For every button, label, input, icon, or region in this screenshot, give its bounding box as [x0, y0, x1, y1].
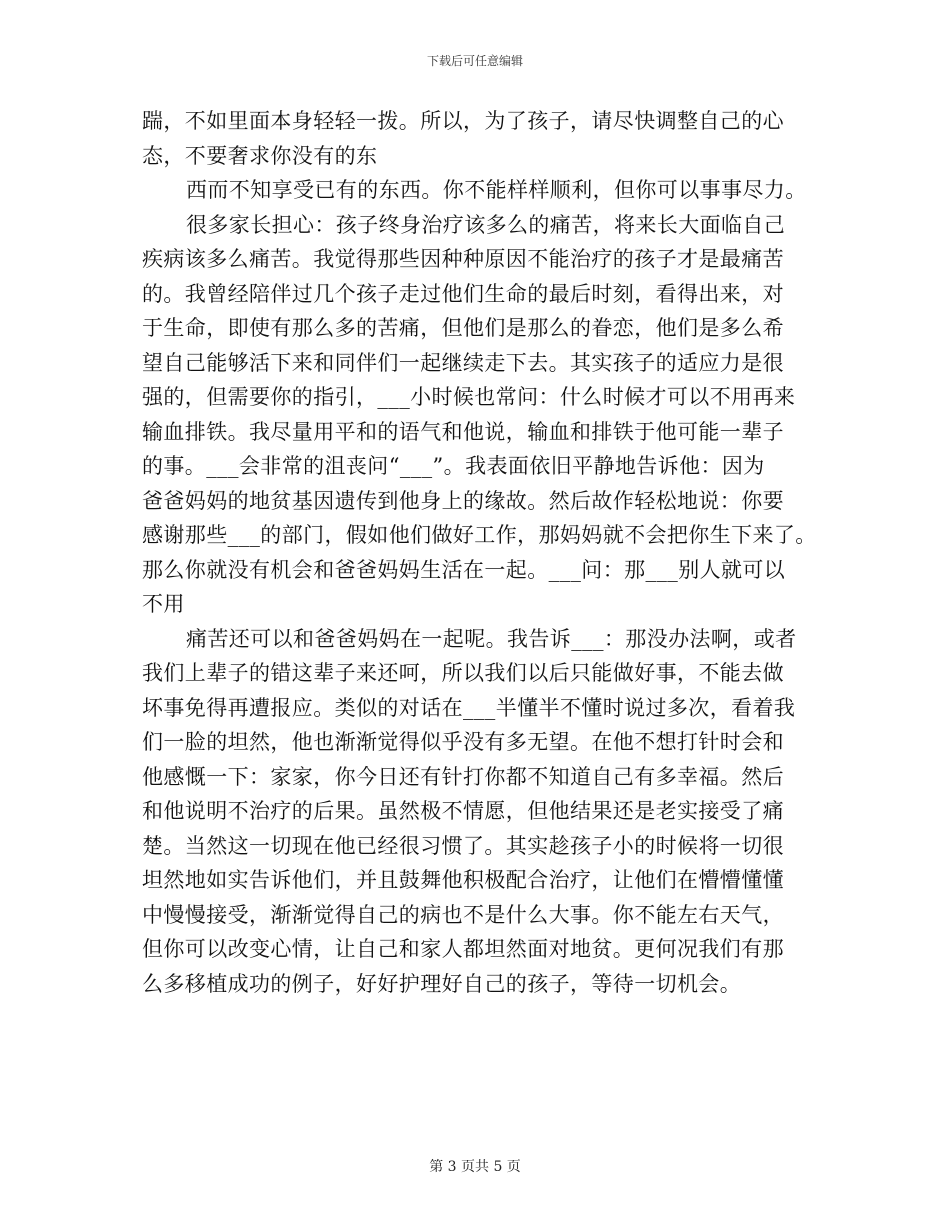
text-line: 输血排铁。我尽量用平和的语气和他说，输血和排铁于他可能一辈子 — [142, 419, 784, 444]
document-body — [142, 104, 842, 1001]
text-line: 中慢慢接受，渐渐觉得自己的病也不是什么大事。你不能左右天气， — [142, 902, 784, 927]
page-header: 下载后可任意编辑 — [426, 54, 523, 68]
paragraph-start-line: 痛苦还可以和爸爸妈妈在一起呢。我告诉___：那没办法啊，或者 — [186, 626, 797, 651]
text-line: 们一脸的坦然，他也渐渐觉得似乎没有多无望。在他不想打针时会和 — [142, 730, 784, 754]
text-line: 望自己能够活下来和同伴们一起继续走下去。其实孩子的适应力是很 — [142, 350, 784, 375]
text-line: 和他说明不治疗的后果。虽然极不情愿，但他结果还是老实接受了痛 — [142, 799, 784, 823]
text-line: 他感慨一下：家家，你今日还有针打你都不知道自己有多幸福。然后 — [142, 764, 784, 789]
text-line: 爸爸妈妈的地贫基因遗传到他身上的缘故。然后故作轻松地说：你要 — [142, 488, 784, 513]
text-line: 的事。___会非常的沮丧问“___”。我表面依旧平静地告诉他：因为 — [142, 454, 765, 478]
text-line: 态，不要奢求你没有的东 — [142, 143, 378, 168]
text-line: 踹，不如里面本身轻轻一拨。所以，为了孩子，请尽快调整自己的心 — [142, 109, 784, 133]
text-line: 楚。当然这一切现在他已经很习惯了。其实趁孩子小的时候将一切很 — [142, 833, 784, 858]
page-footer: 第 3 页共 5 页 — [429, 1159, 521, 1175]
text-line: 强的，但需要你的指引，___小时候也常问：什么时候才可以不用再来 — [142, 385, 796, 409]
text-line: 感谢那些___的部门，假如他们做好工作，那妈妈就不会把你生下来了。 — [142, 523, 817, 547]
text-line: 坏事免得再遭报应。类似的对话在___半懂半不懂时说过多次，看着我 — [142, 695, 796, 720]
text-line: 那么你就没有机会和爸爸妈妈生活在一起。___问：那___别人就可以 — [142, 557, 786, 582]
text-line: 我们上辈子的错这辈子来还呵，所以我们以后只能做好事，不能去做 — [142, 661, 784, 685]
paragraph-start-line: 西而不知享受已有的东西。你不能样样顺利，但你可以事事尽力。 — [186, 178, 807, 202]
text-line: 疾病该多么痛苦。我觉得那些因种种原因不能治疗的孩子才是最痛苦 — [142, 247, 784, 271]
text-line: 的。我曾经陪伴过几个孩子走过他们生命的最后时刻，看得出来，对 — [142, 281, 784, 306]
text-line: 么多移植成功的例子，好好护理好自己的孩子，等待一切机会。 — [142, 971, 742, 996]
text-line: 但你可以改变心情，让自己和家人都坦然面对地贫。更何况我们有那 — [142, 937, 784, 961]
text-line: 不用 — [142, 592, 185, 616]
paragraph-start-line: 很多家长担心：孩子终身治疗该多么的痛苦，将来长大面临自己 — [186, 212, 786, 237]
text-line: 于生命，即使有那么多的苦痛，但他们是那么的眷恋，他们是多么希 — [142, 316, 784, 340]
text-line: 坦然地如实告诉他们，并且鼓舞他积极配合治疗，让他们在懵懵懂懂 — [142, 868, 784, 892]
